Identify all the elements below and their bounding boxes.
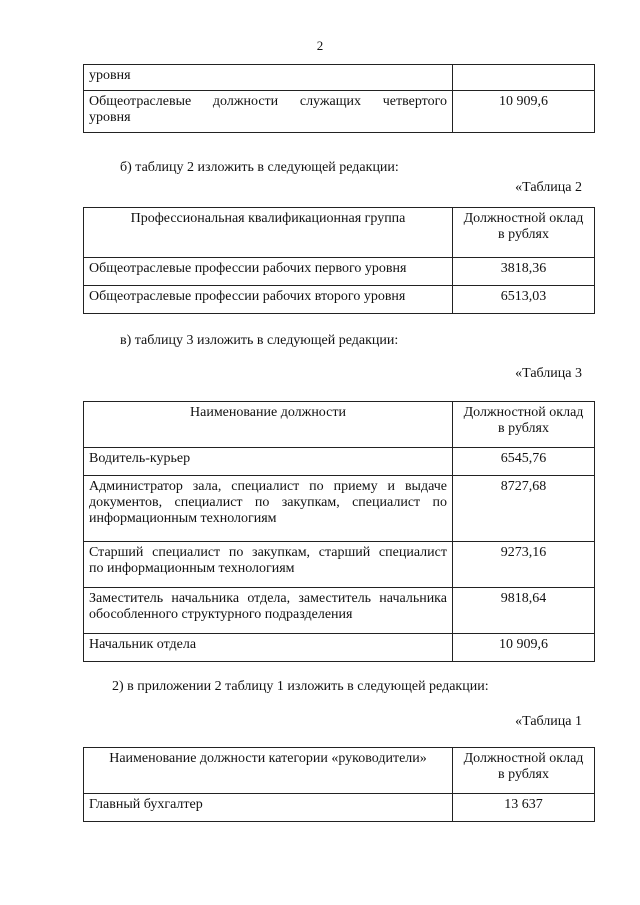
table-1 [83, 747, 595, 822]
table-header-row [84, 748, 595, 794]
table-cell-value: 10 909,6 [453, 634, 595, 662]
table-cell-value: 9818,64 [453, 588, 595, 634]
table-cell-value [453, 65, 595, 91]
cell-line: по информационным технологиям [89, 561, 295, 576]
table-header-row [84, 208, 595, 258]
table-cell-value: 6545,76 [453, 448, 595, 476]
table-2-label: «Таблица 2 [515, 180, 582, 195]
table-3-label: «Таблица 3 [515, 366, 582, 381]
header-cell-position: Наименование должности [84, 402, 453, 448]
header-line: в рублях [498, 227, 549, 242]
header-cell-position: Наименование должности категории «руководители» [84, 748, 453, 794]
table-cell-value: 6513,03 [453, 286, 595, 314]
table-3 [83, 401, 595, 662]
cell-line: информационным технологиям [89, 511, 277, 526]
table-cell-name [84, 588, 453, 634]
table-header-row [84, 402, 595, 448]
header-line: в рублях [498, 767, 549, 782]
table-row [84, 448, 595, 476]
page-number: 2 [316, 38, 324, 53]
header-cell-group: Профессиональная квалификационная группа [84, 208, 453, 258]
cell-line: Заместитель начальника отдела, заместитель начальника [89, 591, 447, 606]
header-line: Должностной оклад [463, 211, 584, 226]
table-row [84, 542, 595, 588]
cell-line: обособленного структурного подразделения [89, 607, 353, 622]
table-row [84, 794, 595, 822]
table-cell-name [84, 476, 453, 542]
table-row [84, 65, 595, 91]
header-cell-salary [453, 208, 595, 258]
table-1-label: «Таблица 1 [515, 714, 582, 729]
table-cell-name: Водитель-курьер [84, 448, 453, 476]
table-cell-name: Общеотраслевые профессии рабочих первого уровня [84, 258, 453, 286]
table-cell-name: Главный бухгалтер [84, 794, 453, 822]
cell-line: документов, специалист по закупкам, специалист по [89, 495, 447, 510]
table-cell-name: Начальник отдела [84, 634, 453, 662]
table-row [84, 91, 595, 133]
header-cell-salary [453, 748, 595, 794]
cell-line: уровня [89, 110, 131, 125]
header-line: в рублях [498, 421, 549, 436]
instruction-b: б) таблицу 2 изложить в следующей редакции: [120, 160, 399, 175]
table-cell-name: Общеотраслевые профессии рабочих второго уровня [84, 286, 453, 314]
header-cell-salary [453, 402, 595, 448]
table-2 [83, 207, 595, 314]
table-row [84, 286, 595, 314]
table-cell-value: 13 637 [453, 794, 595, 822]
table-cell-value: 8727,68 [453, 476, 595, 542]
table-cell-value: 9273,16 [453, 542, 595, 588]
header-line: Должностной оклад [463, 751, 584, 766]
instruction-2: 2) в приложении 2 таблицу 1 изложить в следующей редакции: [112, 679, 489, 694]
cell-line: Общеотраслевые должности служащих четвертого [89, 94, 447, 109]
table-row [84, 588, 595, 634]
table-cell-name [84, 91, 453, 133]
header-line: Должностной оклад [463, 405, 584, 420]
table-continuation [83, 64, 595, 133]
table-row [84, 634, 595, 662]
table-row [84, 258, 595, 286]
table-cell-name [84, 542, 453, 588]
table-cell-name: уровня [84, 65, 453, 91]
table-row [84, 476, 595, 542]
cell-line: Старший специалист по закупкам, старший специалист [89, 545, 447, 560]
table-cell-value: 10 909,6 [453, 91, 595, 133]
instruction-v: в) таблицу 3 изложить в следующей редакции: [120, 333, 399, 348]
cell-line: Администратор зала, специалист по приему и выдаче [89, 479, 447, 494]
table-cell-value: 3818,36 [453, 258, 595, 286]
